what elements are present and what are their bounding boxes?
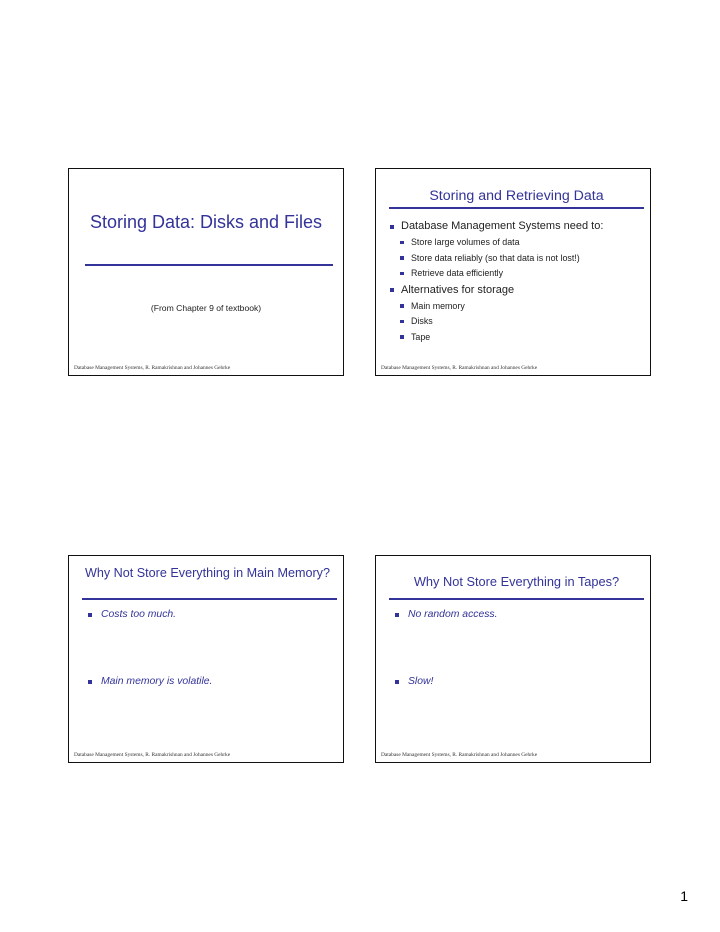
- slide-title-heading: Storing Data: Disks and Files: [89, 212, 323, 232]
- heading-underline: [82, 598, 337, 600]
- square-bullet-icon: [400, 320, 404, 324]
- bullet-text: Costs too much.: [101, 609, 177, 620]
- square-bullet-icon: [400, 335, 404, 339]
- slide-subtitle: (From Chapter 9 of textbook): [150, 303, 262, 313]
- sub-bullet-item: [389, 268, 646, 279]
- slide-footer: Database Management Systems, R. Ramakrishnan and Johannes Gehrke: [74, 752, 231, 758]
- square-bullet-icon: [400, 256, 404, 260]
- square-bullet-icon: [88, 680, 92, 684]
- square-bullet-icon: [400, 304, 404, 308]
- heading-underline: [389, 598, 644, 600]
- square-bullet-icon: [390, 225, 394, 229]
- sub-bullet-item: [389, 253, 646, 264]
- bullet-text: Disks: [411, 316, 433, 326]
- slide-storing-retrieving: [375, 168, 651, 376]
- sub-bullet-item: [389, 316, 646, 327]
- bullet-item: [395, 676, 433, 687]
- square-bullet-icon: [400, 272, 404, 276]
- bullet-text: Slow!: [408, 676, 434, 687]
- slide-title: [68, 168, 344, 376]
- square-bullet-icon: [88, 613, 92, 617]
- sub-bullet-item: [389, 332, 646, 343]
- slide-main-memory: [68, 555, 344, 763]
- bullet-list: [389, 220, 646, 347]
- bullet-item: [395, 609, 498, 620]
- bullet-text: Store data reliably (so that data is not lost!): [411, 252, 580, 263]
- bullet-text: Database Management Systems need to:: [401, 220, 604, 232]
- bullet-text: Retrieve data efficiently: [411, 268, 504, 278]
- bullet-text: Alternatives for storage: [401, 283, 515, 296]
- bullet-text: Main memory: [411, 300, 465, 311]
- slide-tapes: [375, 555, 651, 763]
- square-bullet-icon: [395, 613, 399, 617]
- square-bullet-icon: [395, 680, 399, 684]
- square-bullet-icon: [390, 288, 394, 292]
- bullet-item: [88, 609, 176, 620]
- bullet-item: [389, 220, 646, 233]
- bullet-text: Main memory is volatile.: [101, 676, 213, 687]
- bullet-text: No random access.: [408, 609, 498, 620]
- page-number: 1: [680, 888, 688, 904]
- slide-footer: Database Management Systems, R. Ramakrishnan and Johannes Gehrke: [381, 365, 538, 371]
- heading-underline: [389, 207, 644, 209]
- bullet-text: Store large volumes of data: [411, 237, 520, 247]
- slide-footer: Database Management Systems, R. Ramakrishnan and Johannes Gehrke: [74, 365, 231, 371]
- slide-heading: Storing and Retrieving Data: [429, 188, 604, 204]
- slide-heading: Why Not Store Everything in Main Memory?: [85, 566, 330, 580]
- bullet-text: Tape: [411, 331, 431, 342]
- slide-footer: Database Management Systems, R. Ramakrishnan and Johannes Gehrke: [381, 752, 538, 758]
- bullet-item: [88, 676, 212, 687]
- title-underline: [85, 264, 333, 266]
- bullet-item: [389, 284, 646, 297]
- sub-bullet-item: [389, 301, 646, 312]
- slide-heading: Why Not Store Everything in Tapes?: [413, 574, 620, 589]
- square-bullet-icon: [400, 241, 404, 245]
- sub-bullet-item: [389, 237, 646, 248]
